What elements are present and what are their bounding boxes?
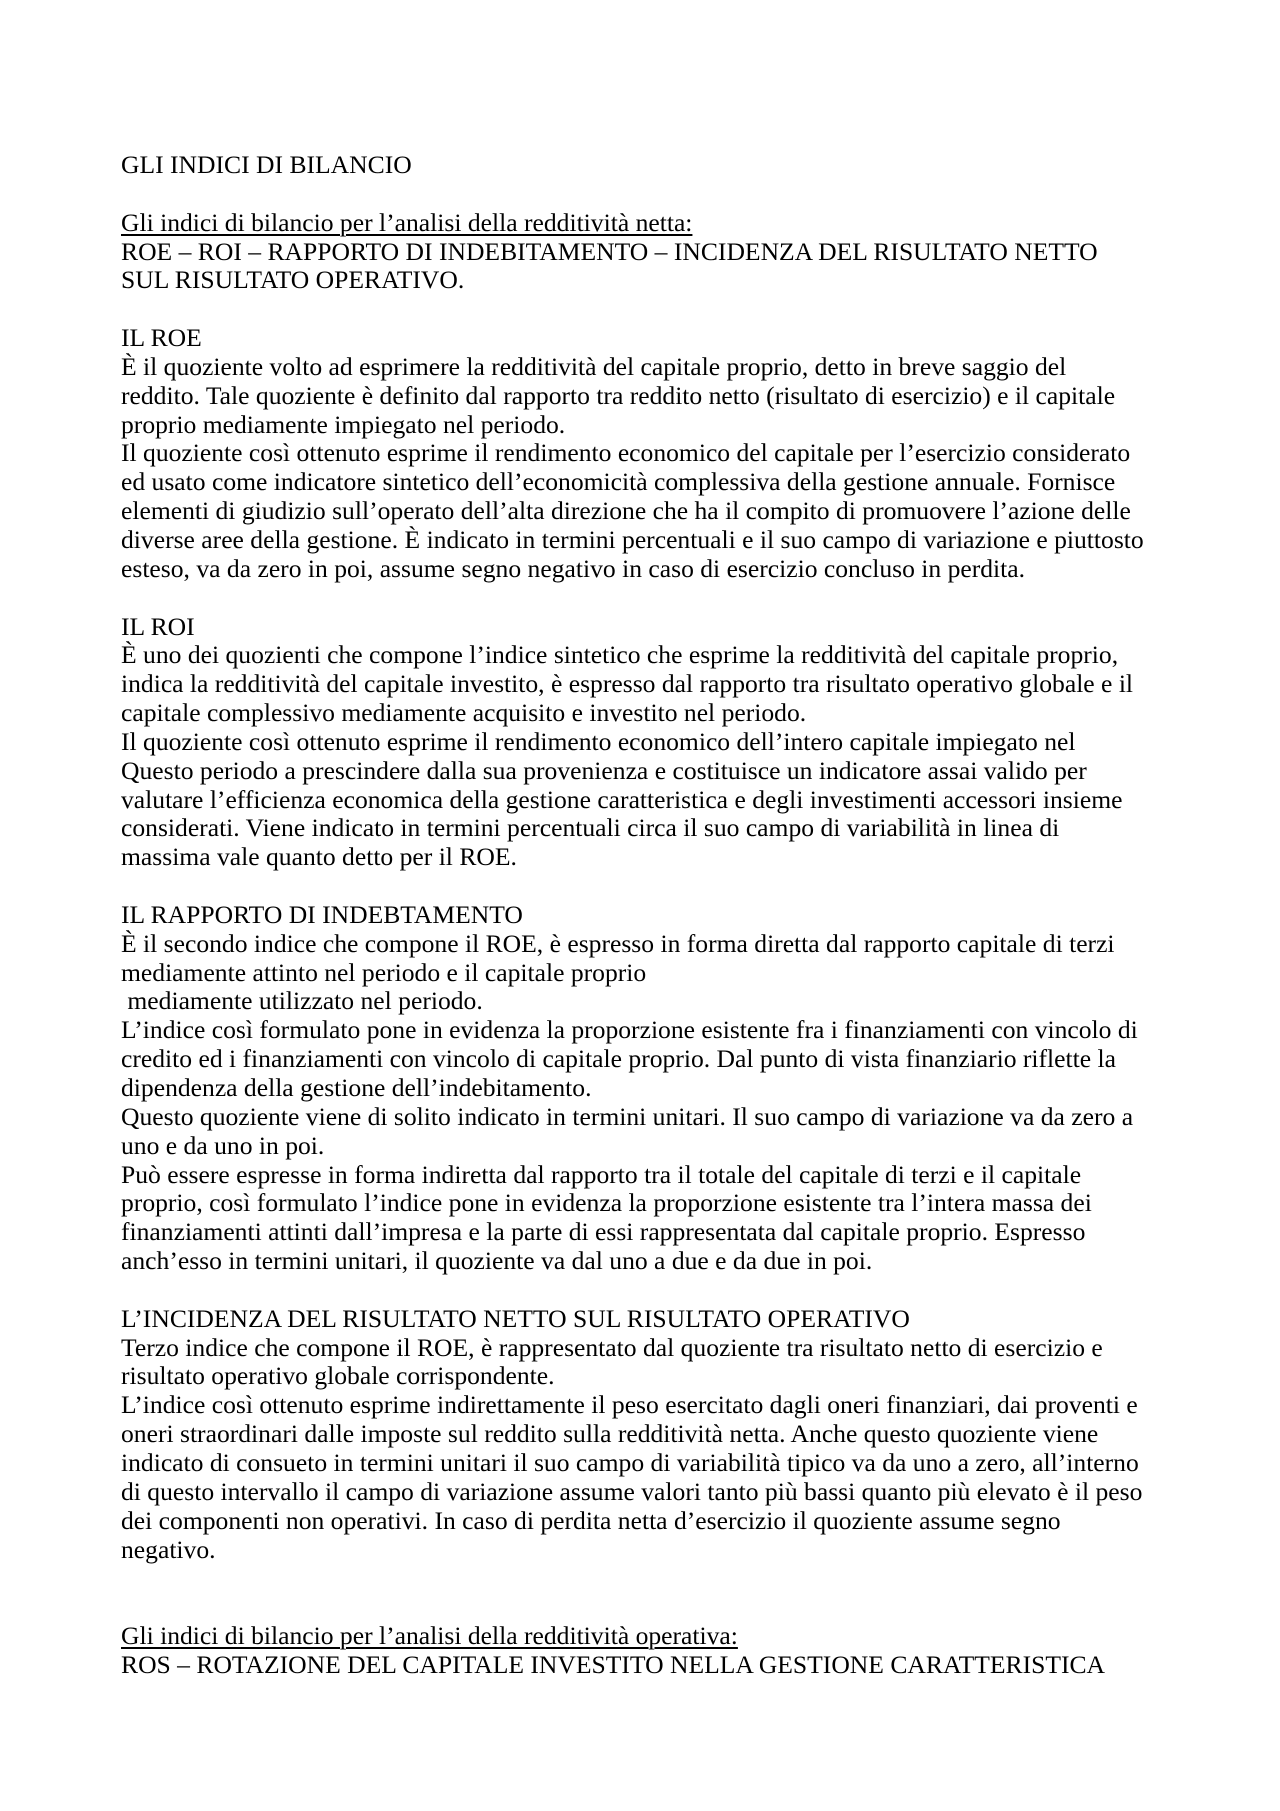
net-result-incidence-paragraph-line: L’indice così ottenuto esprime indirettamente il peso esercitato dagli oneri finanziari, dai proventi e [121, 1390, 1138, 1420]
indebtedness-paragraph-line: proprio, così formulato l’indice pone in evidenza la proporzione esistente tra l’intera massa dei [121, 1188, 1092, 1218]
roi-paragraph-line: Il quoziente così ottenuto esprime il rendimento economico dell’intero capitale impiegato nel [121, 726, 1076, 756]
net-profitability-summary-line: ROE – ROI – RAPPORTO DI INDEBITAMENTO – INCIDENZA DEL RISULTATO NETTO [121, 236, 1098, 266]
roi-paragraph-line: indica la redditività del capitale investito, è espresso dal rapporto tra risultato operativo globale e il [121, 669, 1134, 699]
roe-heading: IL ROE [121, 323, 202, 353]
indebtedness-paragraph-line: È il secondo indice che compone il ROE, è espresso in forma diretta dal rapporto capitale di terzi [121, 928, 1115, 958]
spacer [121, 1593, 1161, 1622]
net-result-incidence-heading: L’INCIDENZA DEL RISULTATO NETTO SUL RISULTATO OPERATIVO [121, 1303, 910, 1333]
roi-paragraph-line: massima vale quanto detto per il ROE. [121, 842, 517, 872]
operating-profitability-heading [121, 1622, 1161, 1651]
net-result-incidence-paragraph-line: Terzo indice che compone il ROE, è rappresentato dal quoziente tra risultato netto di esercizio e [121, 1332, 1103, 1362]
indebtedness-paragraph-line: mediamente utilizzato nel periodo. [121, 986, 483, 1016]
net-result-incidence-paragraph-line: oneri straordinari dalle imposte sul reddito sulla redditività netta. Anche questo quoziente viene [121, 1419, 1099, 1449]
net-profitability-summary-line: SUL RISULTATO OPERATIVO. [121, 265, 465, 295]
spacer [121, 1276, 1161, 1305]
indebtedness-paragraph-line: L’indice così formulato pone in evidenza la proporzione esistente fra i finanziamenti con vincolo di [121, 1015, 1138, 1045]
roe-paragraph-line: proprio mediamente impiegato nel periodo. [121, 409, 566, 439]
indebtedness-paragraph-line: credito ed i finanziamenti con vincolo di capitale proprio. Dal punto di vista finanziario riflette la [121, 1044, 1116, 1074]
net-profitability-heading-text: Gli indici di bilancio per l’analisi della redditività netta: [121, 207, 693, 237]
roi-paragraph-line: considerati. Viene indicato in termini percentuali circa il suo campo di variabilità in linea di [121, 813, 1060, 843]
roe-paragraph-line: ed usato come indicatore sintetico dell’economicità complessiva della gestione annuale. Fornisce [121, 467, 1116, 497]
net-result-incidence-paragraph-line: dei componenti non operativi. In caso di perdita netta d’esercizio il quoziente assume segno [121, 1505, 1061, 1535]
roe-paragraph-line: elementi di giudizio sull’operato dell’alta direzione che ha il compito di promuovere l’azione delle [121, 496, 1131, 526]
spacer [121, 584, 1161, 613]
roi-paragraph-line: valutare l’efficienza economica della gestione caratteristica e degli investimenti accessori insieme [121, 784, 1123, 814]
roe-paragraph-line: esteso, va da zero in poi, assume segno negativo in caso di esercizio concluso in perdita. [121, 553, 1026, 583]
indebtedness-paragraph-line: Può essere espresse in forma indiretta dal rapporto tra il totale del capitale di terzi e il capitale [121, 1159, 1082, 1189]
roe-paragraph-line: Il quoziente così ottenuto esprime il rendimento economico del capitale per l’esercizio considerato [121, 438, 1131, 468]
indebtedness-heading: IL RAPPORTO DI INDEBTAMENTO [121, 899, 523, 929]
net-result-incidence-paragraph-line: indicato di consueto in termini unitari il suo campo di variabilità tipico va da uno a zero, all’interno [121, 1447, 1139, 1477]
net-result-incidence-paragraph-line: negativo. [121, 1534, 216, 1564]
roe-paragraph-line: reddito. Tale quoziente è definito dal rapporto tra reddito netto (risultato di esercizio) e il capitale [121, 380, 1116, 410]
net-result-incidence-paragraph-line: risultato operativo globale corrispondente. [121, 1361, 555, 1391]
spacer [121, 1564, 1161, 1593]
document-title: GLI INDICI DI BILANCIO [121, 150, 412, 179]
operating-profitability-summary-line: ROS – ROTAZIONE DEL CAPITALE INVESTITO NELLA GESTIONE CARATTERISTICA [121, 1649, 1106, 1679]
roi-paragraph-line: È uno dei quozienti che compone l’indice sintetico che esprime la redditività del capitale proprio, [121, 640, 1119, 670]
net-result-incidence-paragraph-line: di questo intervallo il campo di variazione assume valori tanto più bassi quanto più elevato è il peso [121, 1476, 1143, 1506]
roi-paragraph-line: capitale complessivo mediamente acquisito e investito nel periodo. [121, 698, 807, 728]
indebtedness-paragraph-line: finanziamenti attinti dall’impresa e la parte di essi rappresentata dal capitale proprio. Espresso [121, 1217, 1086, 1247]
operating-profitability-heading-text: Gli indici di bilancio per l’analisi della redditività operativa: [121, 1621, 738, 1651]
spacer [121, 180, 1161, 209]
indebtedness-paragraph-line: anch’esso in termini unitari, il quoziente va dal uno a due e da due in poi. [121, 1246, 873, 1276]
net-profitability-heading [121, 209, 1161, 238]
indebtedness-paragraph-line: uno e da uno in poi. [121, 1130, 325, 1160]
spacer [121, 872, 1161, 901]
indebtedness-paragraph-line: Questo quoziente viene di solito indicato in termini unitari. Il suo campo di variazione va da zero a [121, 1101, 1134, 1131]
indebtedness-paragraph-line: dipendenza della gestione dell’indebitamento. [121, 1073, 592, 1102]
document-body [121, 151, 1161, 1680]
roi-heading: IL ROI [121, 611, 195, 641]
roi-paragraph-line: Questo periodo a prescindere dalla sua provenienza e costituisce un indicatore assai valido per [121, 755, 1087, 785]
spacer [121, 295, 1161, 324]
indebtedness-paragraph-line: mediamente attinto nel periodo e il capitale proprio [121, 957, 647, 987]
roe-paragraph-line: È il quoziente volto ad esprimere la redditività del capitale proprio, detto in breve saggio del [121, 351, 1067, 381]
roe-paragraph-line: diverse aree della gestione. È indicato in termini percentuali e il suo campo di variazione e piuttosto [121, 524, 1144, 554]
